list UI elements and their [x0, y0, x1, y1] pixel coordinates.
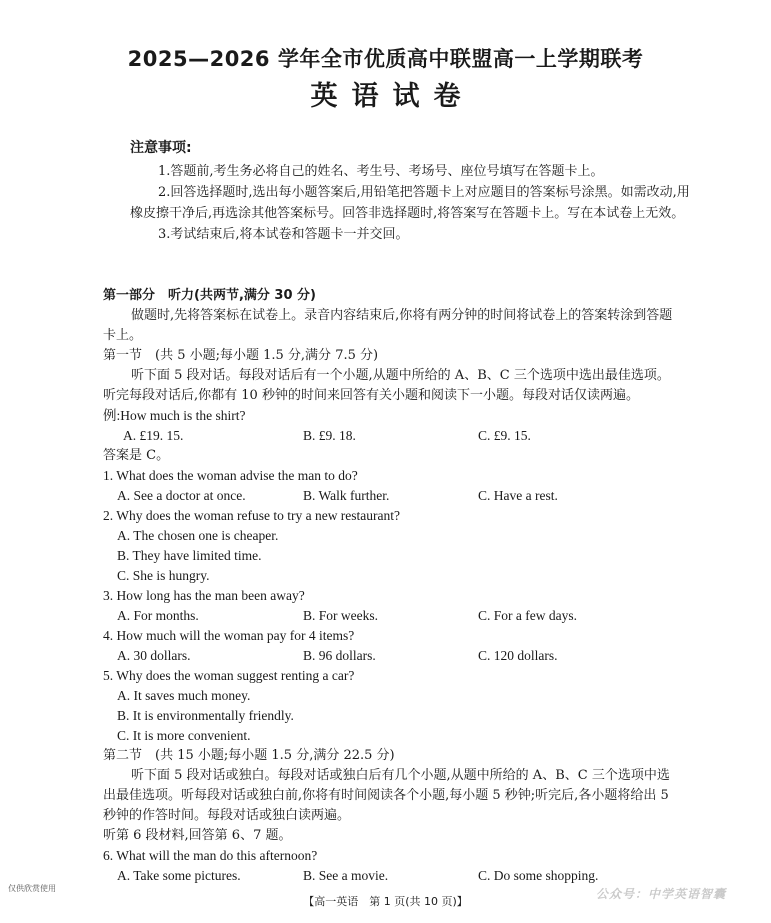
question-5: 5. Why does the woman suggest renting a car?: [103, 668, 355, 683]
question-2: 2. Why does the woman refuse to try a new restaurant?: [103, 508, 401, 523]
notice-item: 1.答题前,考生务必将自己的姓名、考生号、考场号、座位号填写在答题卡上。: [158, 164, 604, 179]
question-3-options: [103, 606, 673, 626]
notice-list: [130, 161, 690, 245]
usage-note: 仅供欣赏使用: [8, 884, 56, 893]
option-b: B. Walk further.: [303, 488, 390, 503]
option-c: C. 120 dollars.: [478, 648, 558, 663]
option-a: A. 30 dollars.: [117, 648, 191, 663]
question-6-options: [103, 866, 673, 886]
example-options: [103, 426, 673, 446]
section1-heading: 第一节 (共 5 小题;每小题 1.5 分,满分 7.5 分): [103, 348, 379, 363]
option-c: C. For a few days.: [478, 608, 577, 623]
question-6: 6. What will the man do this afternoon?: [103, 848, 318, 863]
option-a: A. Take some pictures.: [117, 868, 241, 883]
question-4-options: [103, 646, 673, 666]
page-number: 【高一英语 第 1 页(共 10 页)】: [303, 895, 468, 908]
section1-intro: 听下面 5 段对话。每段对话后有一个小题,从题中所给的 A、B、C 三个选项中选出最佳选项。听完每段对话后,你都有 10 秒钟的时间来回答有关小题和阅读下一小题。每段对话仅读两遍。: [103, 368, 670, 403]
option-c: C. It is more convenient.: [117, 728, 251, 743]
notice-heading: 注意事项:: [130, 140, 192, 156]
option-b: B. It is environmentally friendly.: [117, 708, 294, 723]
example-question: 例:How much is the shirt?: [103, 408, 246, 423]
option-b: B. See a movie.: [303, 868, 389, 883]
example-answer: 答案是 C。: [103, 448, 170, 463]
material-6-note: 听第 6 段材料,回答第 6、7 题。: [103, 828, 292, 843]
option-b: B. They have limited time.: [117, 548, 262, 563]
part1-intro: 做题时,先将答案标在试卷上。录音内容结束后,你将有两分钟的时间将试卷上的答案转涂到答题卡上。: [103, 308, 673, 343]
option-a: A. The chosen one is cheaper.: [117, 528, 279, 543]
option-a: A. £19. 15.: [123, 428, 184, 443]
option-b: B. £9. 18.: [303, 428, 356, 443]
notice-item: 2.回答选择题时,选出每小题答案后,用铅笔把答题卡上对应题目的答案标号涂黑。如需改动,用橡皮擦干净后,再选涂其他答案标号。回答非选择题时,将答案写在答题卡上。写在本试卷上无效。: [130, 185, 690, 221]
section2-heading: 第二节 (共 15 小题;每小题 1.5 分,满分 22.5 分): [103, 748, 395, 763]
option-b: B. 96 dollars.: [303, 648, 376, 663]
option-c: C. She is hungry.: [117, 568, 210, 583]
question-3: 3. How long has the man been away?: [103, 588, 305, 603]
option-a: A. It saves much money.: [117, 688, 251, 703]
option-c: C. Have a rest.: [478, 488, 558, 503]
option-a: A. For months.: [117, 608, 199, 623]
subject-title: 英语试卷: [310, 81, 475, 112]
option-a: A. See a doctor at once.: [117, 488, 246, 503]
notice-item: 3.考试结束后,将本试卷和答题卡一并交回。: [158, 227, 409, 242]
option-c: C. £9. 15.: [478, 428, 531, 443]
option-c: C. Do some shopping.: [478, 868, 599, 883]
option-b: B. For weeks.: [303, 608, 378, 623]
part1-content: [103, 286, 673, 886]
part1-heading: 第一部分 听力(共两节,满分 30 分): [103, 288, 316, 303]
question-4: 4. How much will the woman pay for 4 items?: [103, 628, 355, 643]
watermark-text: 公众号：中学英语智囊: [596, 887, 727, 901]
section2-intro: 听下面 5 段对话或独白。每段对话或独白后有几个小题,从题中所给的 A、B、C 三个选项中选出最佳选项。听每段对话或独白前,你将有时间阅读各个小题,每小题 5 秒钟;听完后,各小题将给出 5 秒钟的作答时间。每段对话或独白读两遍。: [103, 768, 670, 823]
exam-title: 2025—2026 学年全市优质高中联盟高一上学期联考: [127, 47, 644, 71]
question-1-options: [103, 486, 673, 506]
question-1: 1. What does the woman advise the man to do?: [103, 468, 358, 483]
